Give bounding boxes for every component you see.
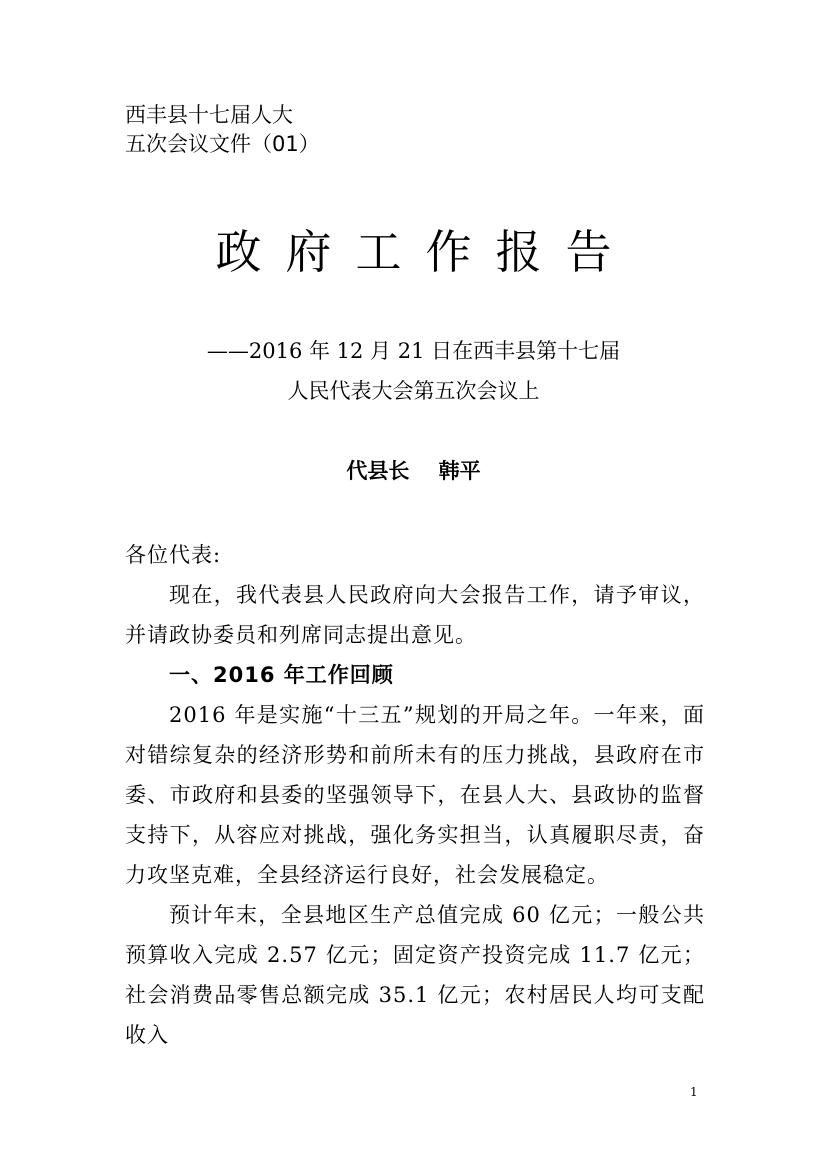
salutation: 各位代表:	[125, 543, 222, 567]
document-body	[125, 535, 705, 1055]
document-header-line-2: 五次会议文件（01）	[125, 132, 320, 156]
subtitle-line-1: ——2016 年 12 月 21 日在西丰县第十七届	[206, 339, 621, 363]
document-title: 政府工作报告	[215, 225, 636, 279]
section-heading: 一、2016 年工作回顾	[169, 663, 394, 687]
page-number: 1	[690, 1085, 698, 1099]
document-header-line-1: 西丰县十七届人大	[125, 103, 293, 127]
paragraph-review: 2016 年是实施“十三五”规划的开局之年。一年来，面对错综复杂的经济形势和前所未有的压力挑战，县政府在市委、市政府和县委的坚强领导下，在县人大、县政协的监督支持下，从容应对挑战，强化务实担当，认真履职尽责，奋力攻坚克难，全县经济运行良好，社会发展稳定。	[125, 703, 705, 887]
subtitle-line-2: 人民代表大会第五次会议上	[287, 379, 540, 403]
author-line: 代县长 韩平	[346, 459, 481, 483]
paragraph-statistics: 预计年末，全县地区生产总值完成 60 亿元；一般公共预算收入完成 2.57 亿元；固定资产投资完成 11.7 亿元；社会消费品零售总额完成 35.1 亿元；农村居民人均可支配收入	[125, 903, 705, 1047]
paragraph-intro: 现在，我代表县人民政府向大会报告工作，请予审议，并请政协委员和列席同志提出意见。	[125, 583, 705, 647]
